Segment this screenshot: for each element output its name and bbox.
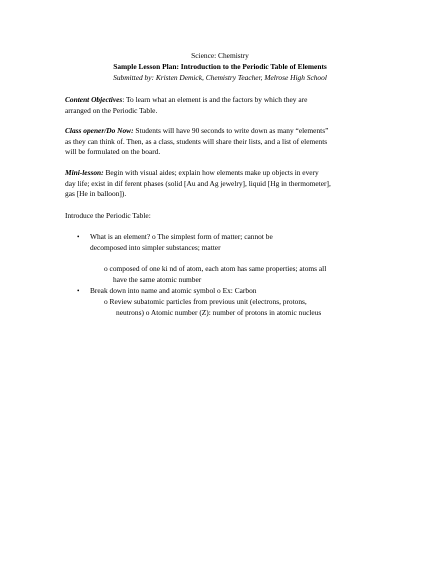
objectives-text-1: : To learn what an element is and the factors by which they are: [122, 95, 308, 104]
name-symbol-item: Break down into name and atomic symbol o Ex: Carbon: [90, 286, 257, 295]
opener-text-3: will be formulated on the board.: [65, 147, 161, 156]
opener-text-2: as they can think of. Then, as a class, students will share their lists, and a list of elements: [65, 136, 328, 146]
atom-composition-item: o composed of one ki nd of atom, each atom has same properties; atoms all: [104, 264, 327, 273]
bullet-1: •: [77, 233, 80, 241]
atom-composition-continued: have the same atomic number: [113, 275, 202, 284]
mini-lesson-paragraph: [65, 168, 377, 200]
lesson-title: Sample Lesson Plan: Introduction to the Periodic Table of Elements: [113, 62, 327, 71]
objectives-text-2: arranged on the Periodic Table.: [65, 105, 158, 115]
class-opener-label: Class opener/Do Now:: [65, 126, 134, 135]
minilesson-text-2: day life; exist in dif ferent phases (solid [Au and Ag jewelry], liquid [Hg in thermometer],: [65, 178, 331, 188]
author-line: Submitted by: Kristen Demick, Chemistry Teacher, Melrose High School: [113, 73, 327, 82]
element-definition-item: What is an element? o The simplest form of matter; cannot be: [90, 232, 273, 241]
intro-periodic-table: Introduce the Periodic Table:: [65, 211, 151, 220]
element-definition-continued: decomposed into simpler substances; matter: [90, 243, 221, 252]
minilesson-text-3: gas [He in balloon]).: [65, 189, 127, 198]
mini-lesson-label: Mini-lesson:: [65, 168, 104, 177]
bullet-2: •: [77, 287, 80, 295]
content-objectives-paragraph: [65, 95, 377, 116]
subatomic-review-item: o Review subatomic particles from previous unit (electrons, protons,: [104, 297, 307, 306]
opener-text-1: Students will have 90 seconds to write down as many “elements”: [133, 126, 329, 135]
content-objectives-label: Content Objectives: [65, 95, 123, 104]
minilesson-text-1: Begin with visual aides; explain how elements make up objects in every: [103, 168, 319, 177]
class-opener-paragraph: [65, 126, 377, 158]
atomic-number-item: neutrons) o Atomic number (Z): number of protons in atomic nucleus: [116, 308, 322, 317]
subject-heading: Science: Chemistry: [191, 51, 249, 60]
